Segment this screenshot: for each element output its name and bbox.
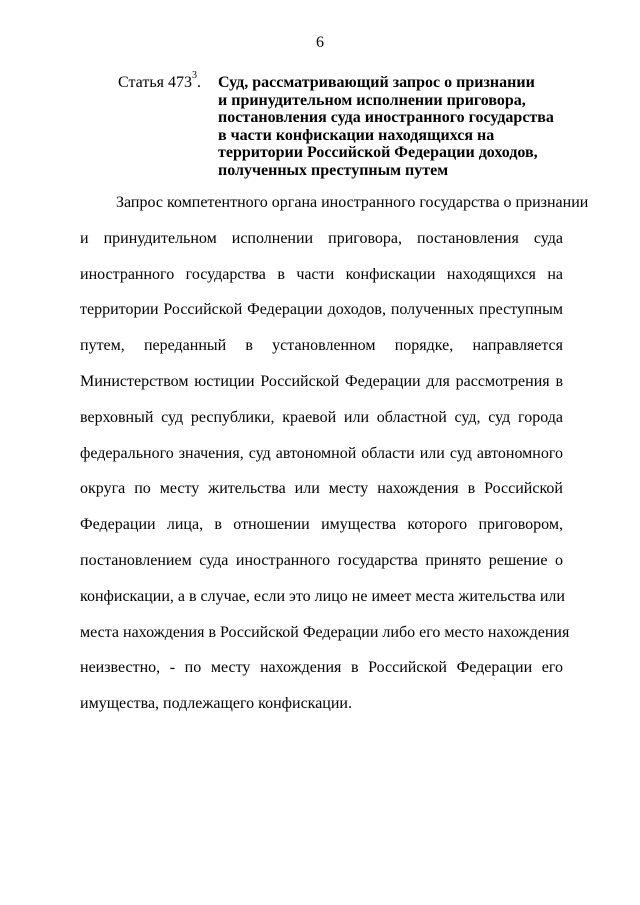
body-line: Министерством юстиции Российской Федерации для рассмотрения в: [80, 372, 563, 390]
body-line: иностранного государства в части конфискации находящихся на: [80, 265, 563, 283]
article-label-superscript: 3: [191, 70, 197, 81]
body-line: федерального значения, суд автономной области или суд автономного: [80, 444, 563, 462]
body-line: Запрос компетентного органа иностранного государства о признании: [116, 194, 589, 211]
body-line: верховный суд республики, краевой или областной суд, суд города: [80, 408, 563, 426]
body-line: постановлением суда иностранного государства принято решение о: [80, 551, 563, 569]
article-title: [218, 74, 598, 179]
article-title-line: в части конфискации находящихся на: [218, 126, 495, 144]
body-line: конфискации, а в случае, если это лицо не имеет места жительства или: [80, 587, 565, 605]
body-line: неизвестно, - по месту нахождения в Российской Федерации его: [80, 659, 563, 677]
body-line: имущества, подлежащего конфискации.: [80, 695, 352, 713]
article-label-text: Статья 473: [118, 74, 192, 91]
article-title-line: территории Российской Федерации доходов,: [218, 144, 538, 161]
article-title-line: постановления суда иностранного государства: [218, 109, 554, 126]
body-line: округа по месту жительства или месту нахождения в Российской: [80, 480, 563, 498]
body-line: путем, переданный в установленном порядке, направляется: [80, 337, 563, 355]
article-label-suffix: .: [196, 74, 201, 91]
article-title-line: Суд, рассматривающий запрос о признании: [218, 74, 535, 91]
article-title-line: полученных преступным путем: [218, 161, 449, 179]
body-line: территории Российской Федерации доходов, полученных преступным: [80, 301, 563, 319]
body-line: Федерации лица, в отношении имущества которого приговором,: [80, 516, 563, 534]
article-title-line: и принудительном исполнении приговора,: [218, 91, 526, 109]
article-body: [80, 193, 589, 730]
body-line: и принудительном исполнении приговора, постановления суда: [80, 229, 563, 247]
article-label: [118, 70, 201, 92]
body-line: места нахождения в Российской Федерации либо его место нахождения: [80, 623, 570, 641]
page-number: 6: [316, 34, 324, 51]
